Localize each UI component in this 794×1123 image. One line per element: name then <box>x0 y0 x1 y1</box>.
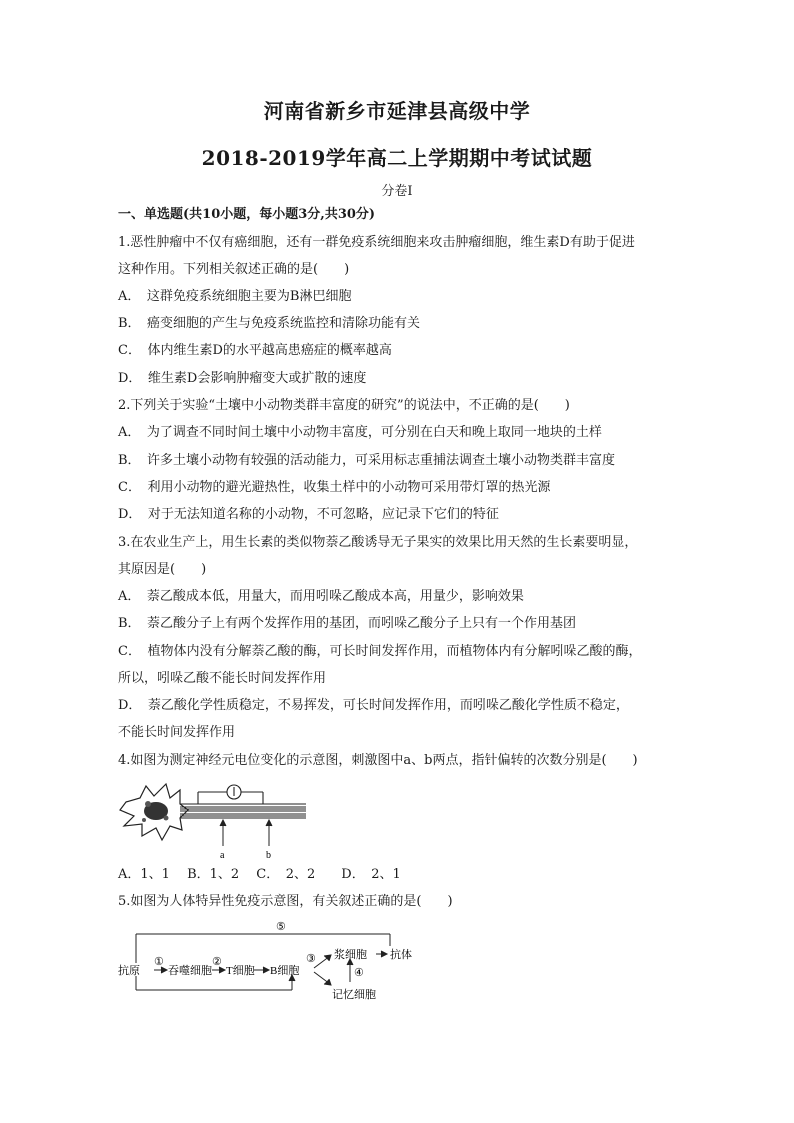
stimulus-arrows <box>220 820 272 846</box>
antigen-label: 抗原 <box>118 965 140 977</box>
question-1-stem-line1: 1.恶性肿瘤中不仅有癌细胞，还有一群免疫系统细胞来攻击肿瘤细胞，维生素D有助于促进 <box>118 235 635 250</box>
question-5-stem: 5.如图为人体特异性免疫示意图，有关叙述正确的是( ) <box>118 894 453 909</box>
memory-cell-label: 记忆细胞 <box>332 989 376 1001</box>
question-3-option-c-line2: 所以，吲哚乙酸不能长时间发挥作用 <box>118 671 327 686</box>
question-1-stem-line2: 这种作用。下列相关叙述正确的是( ) <box>118 262 350 277</box>
section-heading: 一、单选题(共10小题，每小题3分,共30分) <box>118 207 376 222</box>
step-4-label: ④ <box>354 967 364 979</box>
step-1-label: ① <box>154 956 164 968</box>
question-1-option-d: D． 维生素D会影响肿瘤变大或扩散的速度 <box>118 371 367 386</box>
neuron-diagram <box>118 780 308 862</box>
axon <box>180 804 306 818</box>
question-2-option-a: A． 为了调查不同时间土壤中小动物丰富度，可分别在白天和晚上取同一地块的土样 <box>118 425 602 440</box>
question-3-option-c-line1: C． 植物体内没有分解萘乙酸的酶，可长时间发挥作用，而植物体内有分解吲哚乙酸的酶， <box>118 644 642 659</box>
antibody-label: 抗体 <box>390 949 412 961</box>
question-3-option-a: A． 萘乙酸成本低，用量大，而用吲哚乙酸成本高，用量少，影响效果 <box>118 589 524 604</box>
question-1-option-a: A． 这群免疫系统细胞主要为B淋巴细胞 <box>118 289 352 304</box>
paper-part-label: 分卷I <box>381 184 413 199</box>
question-2-stem: 2.下列关于实验“土壤中小动物类群丰富度的研究”的说法中，不正确的是( ) <box>118 398 570 413</box>
point-b-label: b <box>266 850 271 861</box>
phagocyte-label: 吞噬细胞 <box>168 965 212 977</box>
question-2-option-b: B． 许多土壤小动物有较强的活动能力，可采用标志重捕法调查土壤小动物类群丰富度 <box>118 453 616 468</box>
galvanometer <box>198 785 263 804</box>
page-title-exam: 2018-2019学年高二上学期期中考试试题 <box>201 146 593 170</box>
question-4-options: A．1、1 B．1、2 C． 2、2 D． 2、1 <box>118 867 401 882</box>
question-2-option-c: C． 利用小动物的避光避热性，收集土样中的小动物可采用带灯罩的热光源 <box>118 480 551 495</box>
point-a-label: a <box>220 850 225 861</box>
question-1-option-b: B． 癌变细胞的产生与免疫系统监控和清除功能有关 <box>118 316 421 331</box>
step-5-label: ⑤ <box>276 921 286 933</box>
t-cell-label: T细胞 <box>226 965 255 977</box>
question-3-option-d-line2: 不能长时间发挥作用 <box>118 725 236 740</box>
question-3-option-d-line1: D． 萘乙酸化学性质稳定，不易挥发，可长时间发挥作用，而吲哚乙酸化学性质不稳定， <box>118 698 629 713</box>
immunity-diagram <box>118 918 418 1004</box>
plasma-cell-label: 浆细胞 <box>334 949 367 961</box>
step-2-label: ② <box>212 956 222 968</box>
step-3-label: ③ <box>306 953 316 965</box>
question-3-stem-line1: 3.在农业生产上，用生长素的类似物萘乙酸诱导无子果实的效果比用天然的生长素要明显， <box>118 535 638 550</box>
question-3-option-b: B． 萘乙酸分子上有两个发挥作用的基团，而吲哚乙酸分子上只有一个作用基团 <box>118 616 577 631</box>
question-4-stem: 4.如图为测定神经元电位变化的示意图，刺激图中a、b两点，指针偏转的次数分别是( ) <box>118 753 638 768</box>
question-1-option-c: C． 体内维生素D的水平越高患癌症的概率越高 <box>118 343 392 358</box>
question-2-option-d: D． 对于无法知道名称的小动物，不可忽略，应记录下它们的特征 <box>118 507 499 522</box>
page-title-school: 河南省新乡市延津县高级中学 <box>263 99 531 123</box>
b-cell-label: B细胞 <box>270 965 300 977</box>
question-3-stem-line2: 其原因是( ) <box>118 562 207 577</box>
